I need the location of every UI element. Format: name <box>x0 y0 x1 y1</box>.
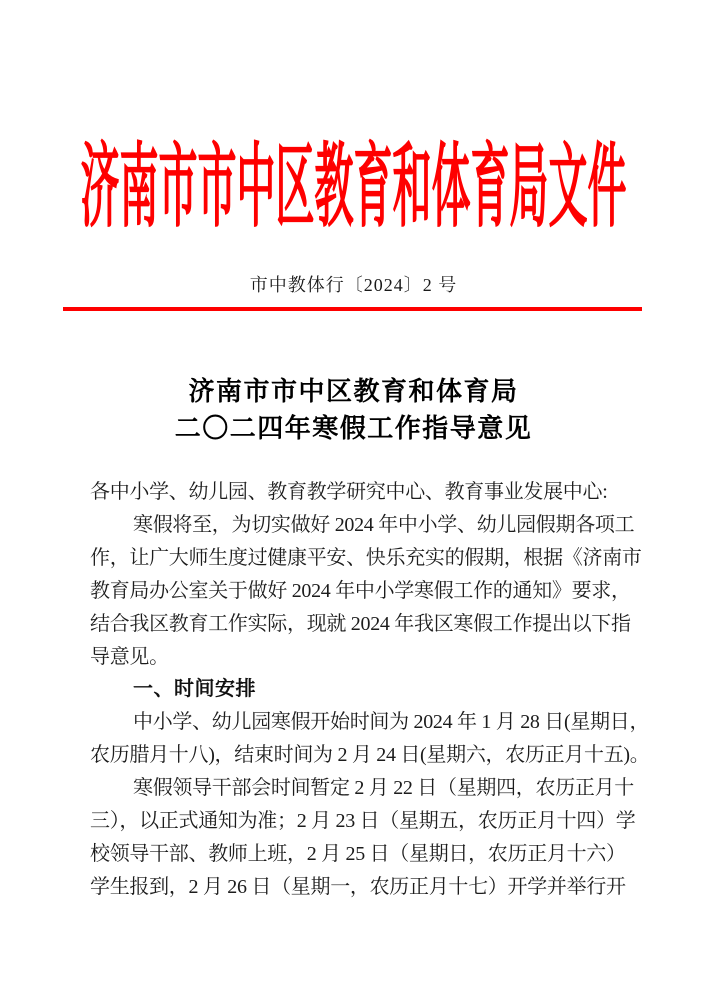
body-line: 结合我区教育工作实际，现就 2024 年我区寒假工作提出以下指 <box>90 612 631 635</box>
body-line: 寒假领导干部会时间暂定 2 月 22 日（星期四，农历正月十 <box>133 777 634 800</box>
body-line: 学生报到，2 月 26 日（星期一，农历正月十七）开学并举行开 <box>90 875 626 898</box>
document-title-line1: 济南市市中区教育和体育局 <box>188 377 519 406</box>
body-line: 各中小学、幼儿园、教育教学研究中心、教育事业发展中心: <box>90 481 608 503</box>
body-line: 作，让广大师生度过健康平安、快乐充实的假期，根据《济南市 <box>90 546 642 569</box>
body-line: 中小学、幼儿园寒假开始时间为 2024 年 1 月 28 日(星期日， <box>133 711 650 734</box>
body-line: 三），以正式通知为准；2 月 23 日（星期五，农历正月十四）学 <box>90 810 636 833</box>
doc-number: 市中教体行〔2024〕2 号 <box>249 275 458 295</box>
body-line: 教育局办公室关于做好 2024 年中小学寒假工作的通知》要求， <box>90 579 631 602</box>
red-divider-line <box>63 307 642 311</box>
document-title <box>0 373 707 447</box>
body-line: 寒假将至，为切实做好 2024 年中小学、幼儿园假期各项工 <box>133 513 635 536</box>
agency-title: 济南市市中区教育和体育局文件 <box>80 138 627 240</box>
body-line: 导意见。 <box>90 645 169 668</box>
section-heading: 一、时间安排 <box>133 678 256 701</box>
body-line: 农历腊月十八)，结束时间为 2 月 24 日(星期六，农历正月十五)。 <box>90 744 650 767</box>
document-title-line2: 二〇二四年寒假工作指导意见 <box>174 414 533 443</box>
body-line: 校领导干部、教师上班，2 月 25 日（星期日，农历正月十六） <box>90 842 626 865</box>
body-text <box>90 476 650 904</box>
letterhead <box>0 138 707 240</box>
